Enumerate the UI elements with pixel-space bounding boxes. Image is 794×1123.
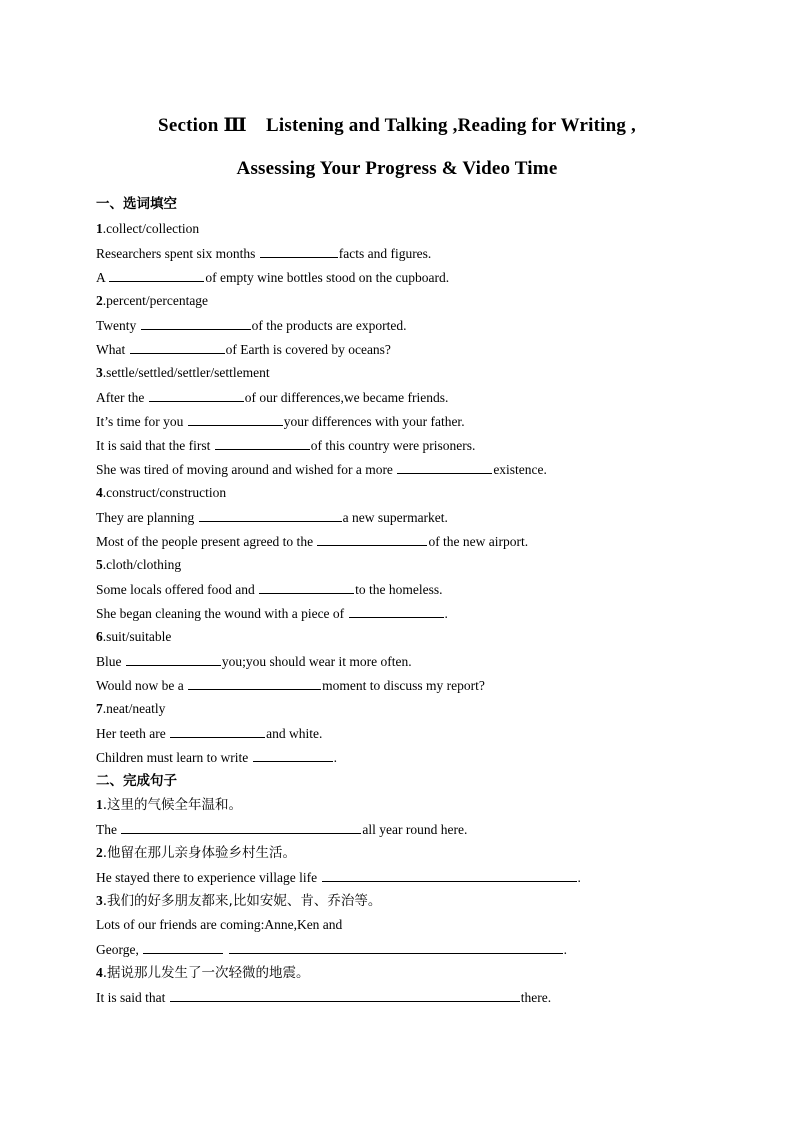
question-2-2: What of Earth is covered by oceans? xyxy=(96,342,391,357)
answer-blank[interactable] xyxy=(322,869,577,882)
question-4-1: They are planning a new supermarket. xyxy=(96,510,448,525)
page-subtitle: Assessing Your Progress & Video Time xyxy=(236,158,558,179)
question-3-1: After the of our differences,we became friends. xyxy=(96,390,449,405)
page-title: Section Ⅲ Listening and Talking ,Reading for Writing , xyxy=(158,115,636,136)
answer-blank[interactable] xyxy=(317,533,427,546)
group5-words: 5.cloth/clothing xyxy=(96,557,182,572)
translate-item-1-prompt: 1.这里的气候全年温和。 xyxy=(96,797,243,813)
question-6-2: Would now be a moment to discuss my report? xyxy=(96,678,485,693)
answer-blank[interactable] xyxy=(188,413,283,426)
group6-words: 6.suit/suitable xyxy=(96,629,172,644)
question-3-2: It’s time for you your differences with your father. xyxy=(96,414,465,429)
question-2-1: Twenty of the products are exported. xyxy=(96,318,407,333)
group1-words: 1.collect/collection xyxy=(96,221,200,236)
answer-blank[interactable] xyxy=(141,317,251,330)
question-3-3: It is said that the first of this country were prisoners. xyxy=(96,438,476,453)
answer-blank[interactable] xyxy=(149,389,244,402)
question-4-2: Most of the people present agreed to the of the new airport. xyxy=(96,534,529,549)
section2-heading: 二、完成句子 xyxy=(96,773,177,789)
answer-blank[interactable] xyxy=(109,269,204,282)
answer-blank[interactable] xyxy=(215,437,310,450)
question-7-2: Children must learn to write . xyxy=(96,750,337,765)
answer-blank[interactable] xyxy=(121,821,361,834)
answer-blank[interactable] xyxy=(170,989,520,1002)
answer-blank[interactable] xyxy=(130,341,225,354)
question-5-1: Some locals offered food and to the homeless. xyxy=(96,582,443,597)
answer-blank[interactable] xyxy=(170,725,265,738)
question-6-1: Blue you;you should wear it more often. xyxy=(96,654,412,669)
answer-blank[interactable] xyxy=(126,653,221,666)
translate-item-3-answer-line1: Lots of our friends are coming:Anne,Ken and xyxy=(96,917,343,932)
translate-item-2-answer: He stayed there to experience village life . xyxy=(96,870,581,885)
answer-blank[interactable] xyxy=(229,941,563,954)
answer-blank[interactable] xyxy=(188,677,321,690)
translate-item-2-prompt: 2.他留在那儿亲身体验乡村生活。 xyxy=(96,845,297,861)
answer-blank[interactable] xyxy=(199,509,342,522)
question-3-4: She was tired of moving around and wished for a more existence. xyxy=(96,462,547,477)
group3-words: 3.settle/settled/settler/settlement xyxy=(96,365,270,380)
group7-words: 7.neat/neatly xyxy=(96,701,166,716)
section1-heading: 一、选词填空 xyxy=(96,196,177,212)
question-5-2: She began cleaning the wound with a piece of . xyxy=(96,606,448,621)
translate-item-3-prompt: 3.我们的好多朋友都来,比如安妮、肯、乔治等。 xyxy=(96,893,382,909)
answer-blank[interactable] xyxy=(143,941,223,954)
question-1-1: Researchers spent six months facts and figures. xyxy=(96,246,432,261)
question-7-1: Her teeth are and white. xyxy=(96,726,323,741)
answer-blank[interactable] xyxy=(349,605,444,618)
question-1-2: A of empty wine bottles stood on the cupboard. xyxy=(96,270,450,285)
translate-item-3-answer-line2: George, . xyxy=(96,942,567,957)
translate-item-4-prompt: 4.据说那儿发生了一次轻微的地震。 xyxy=(96,965,310,981)
group4-words: 4.construct/construction xyxy=(96,485,227,500)
answer-blank[interactable] xyxy=(253,749,333,762)
translate-item-4-answer: It is said that there. xyxy=(96,990,552,1005)
group2-words: 2.percent/percentage xyxy=(96,293,209,308)
answer-blank[interactable] xyxy=(259,581,354,594)
translate-item-1-answer: The all year round here. xyxy=(96,822,468,837)
answer-blank[interactable] xyxy=(260,245,338,258)
answer-blank[interactable] xyxy=(397,461,492,474)
